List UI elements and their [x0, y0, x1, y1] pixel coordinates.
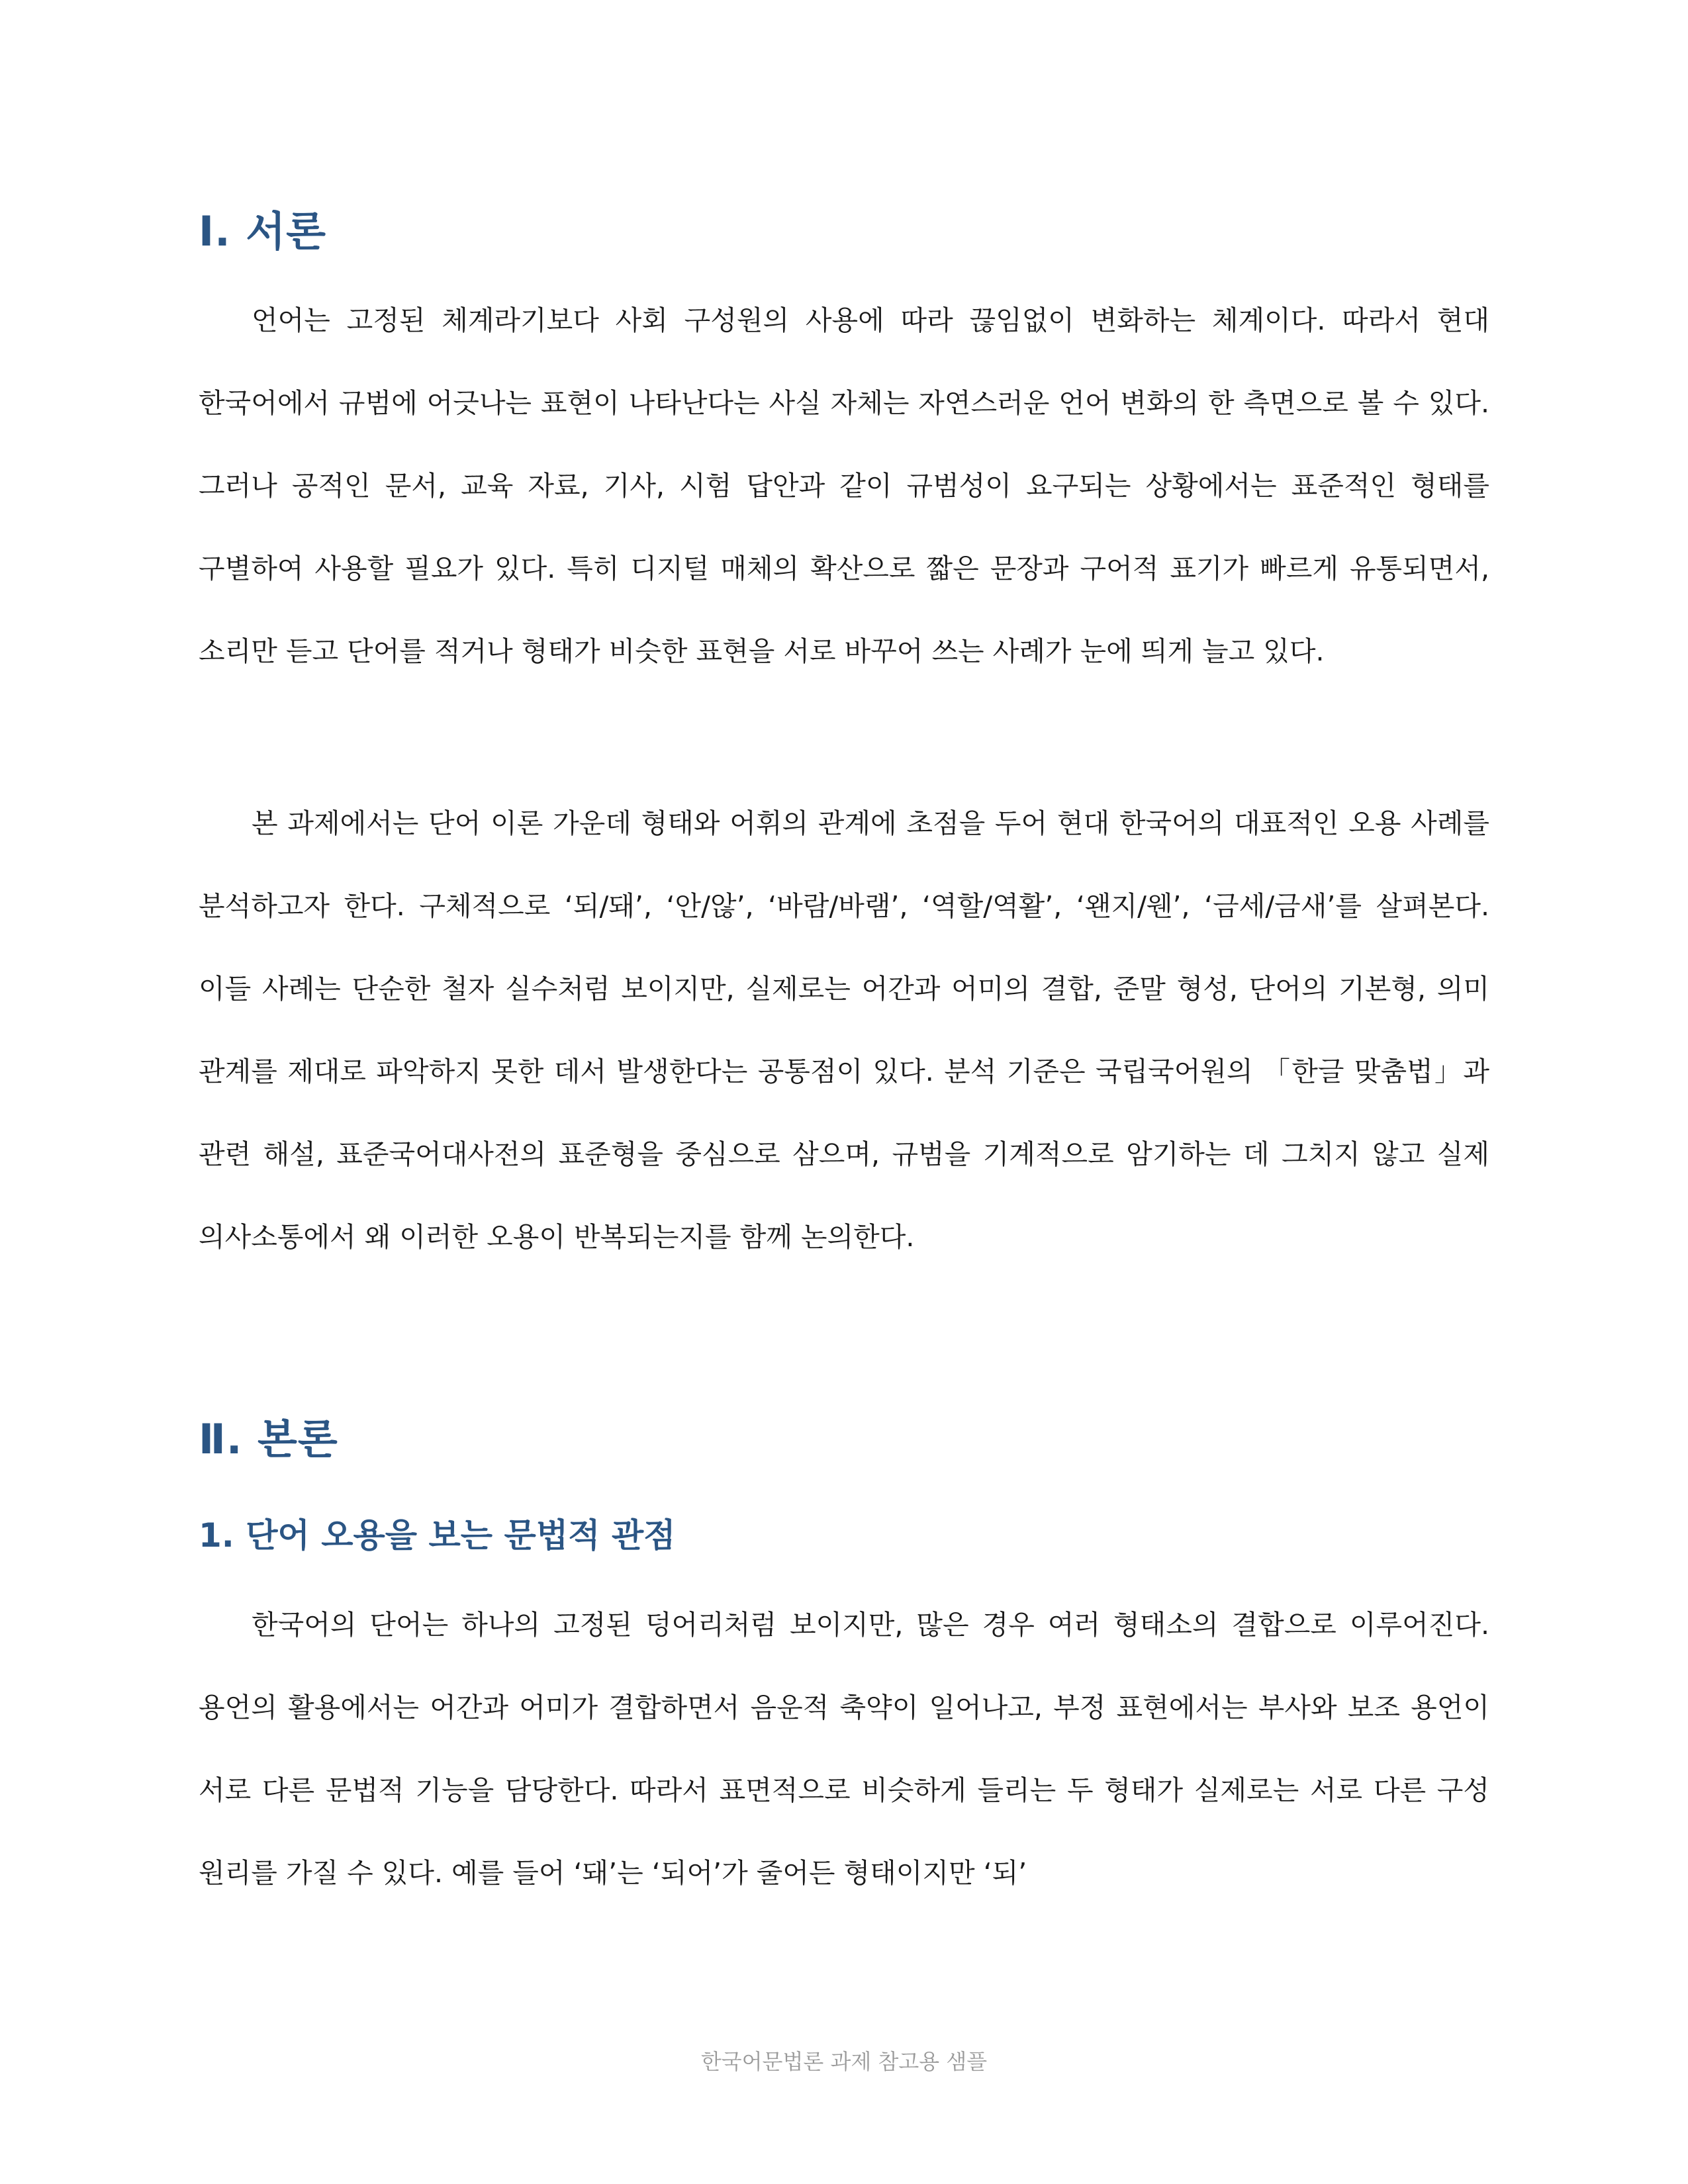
subsection-title-grammatical-view: 1. 단어 오용을 보는 문법적 관점 [199, 1516, 676, 1555]
body-paragraph-1: 한국어의 단어는 하나의 고정된 덩어리처럼 보이지만, 많은 경우 여러 형태소의 결합으로 이루어진다. 용언의 활용에서는 어간과 어미가 결합하면서 음운적 축약이 일어나고, 부정 표현에서는 부사와 보조 용언이 서로 다른 문법적 기능을 담당한다. 따라서 표면적으로 비슷하게 들리는 두 형태가 실제로는 서로 다른 구성 원리를 가질 수 있다. 예를 들어 ‘돼’는 ‘되어’가 줄어든 형태이지만 ‘되’ [199, 1609, 1489, 1889]
intro-paragraph-1: 언어는 고정된 체계라기보다 사회 구성원의 사용에 따라 끊임없이 변화하는 체계이다. 따라서 현대 한국어에서 규범에 어긋나는 표현이 나타난다는 사실 자체는 자연스러운 언어 변화의 한 측면으로 볼 수 있다. 그러나 공적인 문서, 교육 자료, 기사, 시험 답안과 같이 규범성이 요구되는 상황에서는 표준적인 형태를 구별하여 사용할 필요가 있다. 특히 디지털 매체의 확산으로 짧은 문장과 구어적 표기가 빠르게 유통되면서, 소리만 듣고 단어를 적거나 형태가 비슷한 표현을 서로 바꾸어 쓰는 사례가 눈에 띄게 늘고 있다. [199, 304, 1489, 667]
section-title-introduction: Ⅰ. 서론 [199, 207, 326, 255]
section-title-body: Ⅱ. 본론 [199, 1415, 338, 1463]
intro-paragraph-2: 본 과제에서는 단어 이론 가운데 형태와 어휘의 관계에 초점을 두어 현대 한국어의 대표적인 오용 사례를 분석하고자 한다. 구체적으로 ‘되/돼’, ‘안/않’, ‘바람/바램’, ‘역할/역활’, ‘왠지/웬’, ‘금세/금새’를 살펴본다. 이들 사례는 단순한 철자 실수처럼 보이지만, 실제로는 어간과 어미의 결합, 준말 형성, 단어의 기본형, 의미 관계를 제대로 파악하지 못한 데서 발생한다는 공통점이 있다. 분석 기준은 국립국어원의 「한글 맞춤법」과 관련 해설, 표준국어대사전의 표준형을 중심으로 삼으며, 규범을 기계적으로 암기하는 데 그치지 않고 실제 의사소통에서 왜 이러한 오용이 반복되는지를 함께 논의한다. [199, 807, 1489, 1253]
page-footer: 한국어문법론 과제 참고용 샘플 [700, 2049, 988, 2074]
